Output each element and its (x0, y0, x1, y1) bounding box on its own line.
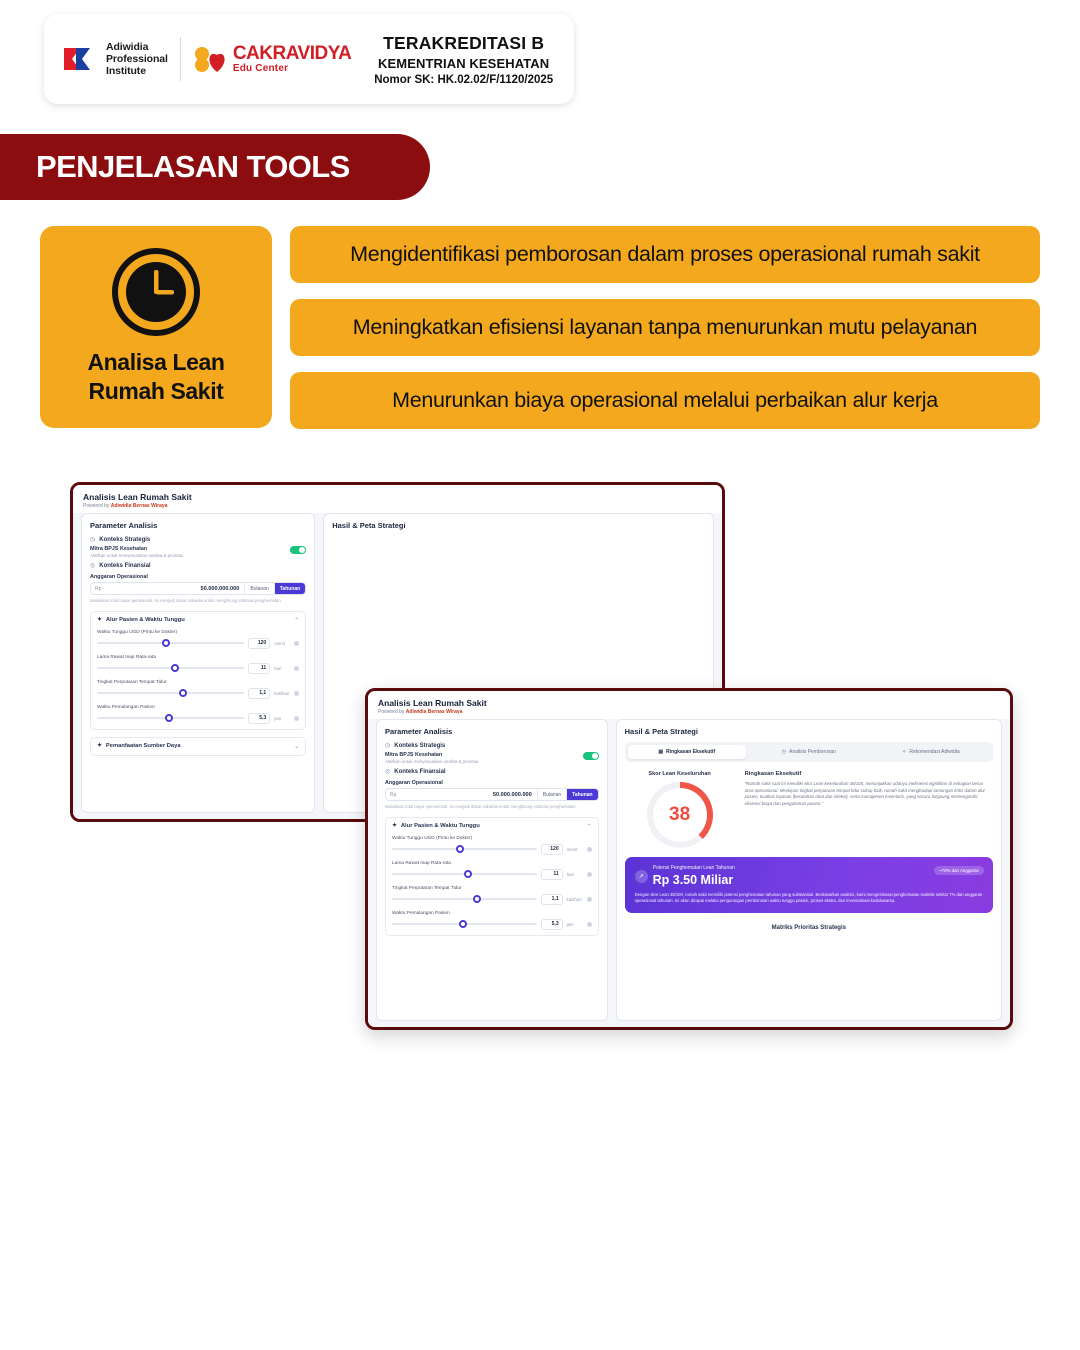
chevron-up-icon[interactable]: ⌃ (294, 617, 300, 624)
saving-card (625, 857, 993, 913)
cakravidya-mark-icon (193, 44, 227, 74)
slider-row-back-4[interactable] (97, 705, 299, 724)
flow-section-label-back: Alur Pasien & Waktu Tunggu (105, 617, 185, 624)
app-header-front (368, 691, 1010, 719)
tab-label-3: Rekomendasi Adiwidia (909, 749, 960, 755)
adiwidia-logo (62, 41, 168, 77)
strategic-context-header-front[interactable] (385, 742, 599, 749)
budget-hint-back: Masukkan total biaya operasional. Ini menjadi dasar Adiwidia untuk menghitung estimasi penghematan. (90, 598, 282, 603)
budget-value-front[interactable]: 50.000.000.000 (492, 791, 532, 798)
wallet-icon-front: ◎ (385, 769, 391, 775)
info-icon-front-2[interactable] (587, 872, 592, 877)
slider-track-back-4[interactable] (97, 717, 244, 719)
results-panel-title-front: Hasil & Peta Strategi (624, 727, 698, 736)
adiwidia-line2: Professional (106, 53, 168, 65)
strategic-context-label-back: Konteks Strategis (99, 536, 151, 543)
tab-analisis-pemborosan[interactable] (750, 745, 868, 759)
budget-value-back[interactable]: 50.000.000.000 (200, 585, 240, 592)
saving-badge: ~70% dari Anggaran (934, 866, 984, 875)
results-panel-front (616, 719, 1002, 1021)
summary-title: Ringkasan Eksekutif (744, 771, 802, 777)
tab-rekomendasi-adiwidia[interactable] (872, 745, 990, 759)
slider-track-back-1[interactable] (97, 642, 244, 644)
tool-title-line2: Rumah Sakit (88, 378, 224, 404)
page-title: PENJELASAN TOOLS (36, 149, 350, 184)
slider-track-front-1[interactable] (392, 848, 537, 850)
resource-icon: ✦ (97, 743, 102, 750)
bpjs-label-back: Mitra BPJS Kesehatan (90, 546, 148, 552)
slider-row-front-3[interactable] (392, 886, 592, 905)
logo-divider (180, 37, 181, 81)
app-title-front: Analisis Lean Rumah Sakit (378, 698, 487, 708)
score-gauge-block (625, 771, 735, 848)
results-tabs (625, 742, 993, 762)
slider-track-front-3[interactable] (392, 898, 537, 900)
parameter-panel-front (376, 719, 608, 1021)
bpjs-toggle-back[interactable] (290, 546, 306, 554)
slider-value-front-4[interactable]: 5,3 (541, 919, 563, 930)
saving-value: Rp 3.50 Miliar (652, 873, 734, 887)
score-section (625, 771, 993, 848)
slider-label-front-3: Tingkat Perputaran Tempat Tidur (392, 885, 462, 891)
saving-description: Dengan skor Lean 38/100, rumah sakit memiliki potensi penghematan tahunan yang substansial. Berdasarkan analisis, kami mengestimasi penghematan realistis sekitar 7% dari anggaran operasional tahunan. Ini akan dicapai melalui pengurangan pemborosan waktu tunggu pasien, proses ekstra, dan inventarisasi kedaluwarsa. (634, 892, 983, 904)
slider-track-back-2[interactable] (97, 667, 244, 669)
target-icon-front: ◷ (385, 743, 391, 749)
period-yearly-button-front[interactable]: Tahunan (566, 789, 597, 800)
info-icon-front-3[interactable] (587, 897, 592, 902)
slider-label-front-4: Waktu Pemulangan Pasien (392, 910, 450, 916)
flow-icon: ✦ (97, 617, 102, 624)
slider-unit-front-2: hari (566, 871, 574, 877)
benefit-item-2: Meningkatkan efisiensi layanan tanpa menurunkan mutu pelayanan (290, 299, 1040, 356)
bulb-icon: ✧ (902, 749, 907, 755)
slider-value-front-2[interactable]: 11 (541, 869, 563, 880)
tab-label-2: Analisis Pemborosan (789, 749, 836, 755)
slider-row-back-3[interactable] (97, 680, 299, 699)
tool-title (87, 348, 224, 406)
slider-label-back-2: Lama Rawat Inap Rata-rata (97, 654, 156, 660)
strategic-context-header-back[interactable] (90, 536, 306, 543)
slider-unit-front-1: menit (566, 846, 578, 852)
parameter-panel-back (81, 513, 315, 813)
tab-ringkasan-eksekutif[interactable] (628, 745, 746, 759)
adiwidia-mark-icon (62, 44, 98, 74)
clock-icon (112, 248, 200, 336)
budget-input-group-front[interactable] (385, 788, 599, 801)
results-panel-title-back: Hasil & Peta Strategi (332, 521, 406, 530)
tab-label-1: Ringkasan Eksekutif (666, 749, 715, 755)
header-badge (44, 14, 574, 104)
financial-context-label-front: Konteks Finansial (394, 768, 446, 775)
slider-track-back-3[interactable] (97, 692, 244, 694)
adiwidia-line1: Adiwidia (106, 41, 149, 53)
info-icon-front-4[interactable] (587, 922, 592, 927)
app-powered-by-front (378, 709, 1000, 715)
currency-prefix-back: Rp (91, 583, 105, 594)
chevron-up-icon-front[interactable]: ⌃ (586, 823, 592, 830)
slider-label-back-4: Waktu Pemulangan Pasien (97, 704, 155, 710)
accreditation-block (371, 33, 556, 86)
period-yearly-button-back[interactable]: Tahunan (274, 583, 305, 594)
summary-text: "Rumah sakit saat ini memiliki skor Lean keseluruhan 38/100, menunjukkan adanya inefisiensi signifikan di sebagian besar area operasional. Meskipun tingkat perputaran tempat tidur cukup baik, rumah sakit menghadapi tantangan kritis dalam alur pasien, kualitas layanan (kesalahan obat dan infeksi), serta manajemen inventaris, yang secara langsung memengaruhi efisiensi biaya dan pengalaman pasien." (744, 781, 986, 806)
slider-row-front-2[interactable] (392, 861, 592, 880)
adiwidia-line3: Institute (106, 65, 146, 77)
slider-unit-back-3: kali/hari (274, 690, 290, 696)
powered-prefix-front: Powered by (378, 709, 406, 715)
powered-prefix-back: Powered by (83, 503, 111, 509)
target-icon: ◷ (90, 537, 96, 543)
info-icon-back-3[interactable] (294, 691, 299, 696)
app-title-back: Analisis Lean Rumah Sakit (83, 492, 192, 502)
powered-brand-back: Adiwidia Bernas Wiraya (110, 503, 168, 509)
currency-prefix-front: Rp (386, 789, 400, 800)
adiwidia-name (106, 41, 168, 77)
bpjs-hint-back: Aktifkan untuk menyesuaikan analisa & prioritas. (90, 553, 185, 558)
flow-accordion-front[interactable] (385, 817, 599, 936)
slider-label-front-2: Lama Rawat Inap Rata-rata (392, 860, 451, 866)
slider-knob-front-1[interactable] (456, 845, 464, 853)
financial-context-label-back: Konteks Finansial (99, 562, 151, 569)
info-icon-front-1[interactable] (587, 847, 592, 852)
slider-knob-front-2[interactable] (464, 870, 472, 878)
slider-knob-back-4[interactable] (165, 714, 173, 722)
slider-knob-front-3[interactable] (473, 895, 481, 903)
parameter-panel-title-front: Parameter Analisis (385, 727, 453, 736)
slider-label-front-1: Waktu Tunggu UGD (Pintu ke Dokter) (392, 835, 473, 841)
chevron-down-icon-back[interactable]: ⌄ (294, 743, 300, 750)
score-title: Skor Lean Keseluruhan (648, 771, 711, 777)
accreditation-sk-number: Nomor SK: HK.02.02/F/1120/2025 (374, 73, 554, 86)
trend-up-icon: ↗ (635, 870, 648, 883)
budget-label-front: Anggaran Operasional (385, 780, 443, 786)
slider-unit-front-4: jam (566, 921, 574, 927)
cakravidya-title: CAKRAVIDYA (232, 43, 352, 64)
benefit-item-1: Mengidentifikasi pemborosan dalam proses operasional rumah sakit (290, 226, 1040, 283)
score-value: 38 (669, 804, 691, 825)
flow-accordion-back[interactable] (90, 611, 306, 730)
slider-unit-back-4: jam (274, 715, 282, 721)
parameter-panel-title-back: Parameter Analisis (90, 521, 158, 530)
slider-track-front-4[interactable] (392, 923, 537, 925)
slider-label-back-3: Tingkat Perputaran Tempat Tidur (97, 679, 167, 685)
benefit-list (290, 226, 1040, 429)
resource-accordion-back[interactable] (90, 737, 306, 756)
app-powered-by-back (83, 503, 712, 509)
powered-brand-front: Adiwidia Bernas Wiraya (405, 709, 463, 715)
accreditation-ministry: KEMENTRIAN KESEHATAN (378, 55, 550, 71)
resource-section-label-back: Pemanfaatan Sumber Daya (105, 743, 181, 750)
slider-knob-back-2[interactable] (171, 664, 179, 672)
executive-summary-block (745, 771, 993, 848)
info-icon-back-1[interactable] (294, 641, 299, 646)
slider-row-back-2[interactable] (97, 655, 299, 674)
budget-input-group-back[interactable] (90, 582, 306, 595)
score-gauge (647, 782, 713, 848)
slider-unit-back-1: menit (274, 640, 285, 646)
slider-label-back-1: Waktu Tunggu UGD (Pintu ke Dokter) (97, 629, 178, 635)
financial-context-header-front[interactable] (385, 768, 599, 775)
bpjs-hint-front: Aktifkan untuk menyesuaikan analisa & prioritas. (385, 759, 480, 764)
slider-value-back-3[interactable]: 1,1 (248, 688, 270, 699)
matrix-title: Matriks Prioritas Strategis (771, 924, 846, 931)
app-header-back (73, 485, 722, 513)
cakravidya-logo (193, 44, 352, 74)
slider-row-front-1[interactable] (392, 836, 592, 855)
flow-accordion-head-back[interactable] (97, 617, 299, 624)
slider-knob-back-3[interactable] (179, 689, 187, 697)
period-monthly-button-front[interactable]: Bulanan (537, 789, 566, 800)
saving-label: Potensi Penghematan Lean Tahunan (652, 865, 735, 871)
wallet-icon: ◎ (90, 563, 96, 569)
slider-knob-front-4[interactable] (459, 920, 467, 928)
bpjs-toggle-row-front[interactable] (385, 752, 599, 764)
doc-icon: ▤ (658, 749, 664, 755)
bpjs-label-front: Mitra BPJS Kesehatan (385, 752, 443, 758)
bpjs-toggle-row-back[interactable] (90, 546, 306, 558)
page-title-ribbon (0, 134, 430, 200)
benefit-item-3: Menurunkan biaya operasional melalui perbaikan alur kerja (290, 372, 1040, 429)
slider-value-back-2[interactable]: 11 (248, 663, 270, 674)
slider-row-back-1[interactable] (97, 630, 299, 649)
slider-track-front-2[interactable] (392, 873, 537, 875)
budget-label-back: Anggaran Operasional (90, 574, 148, 580)
chart-icon: ◷ (781, 749, 786, 755)
slider-unit-front-3: kali/hari (566, 896, 582, 902)
info-icon-back-2[interactable] (294, 666, 299, 671)
period-monthly-button-back[interactable]: Bulanan (244, 583, 273, 594)
slider-value-back-1[interactable]: 120 (248, 638, 270, 649)
slider-value-front-3[interactable]: 1,1 (541, 894, 563, 905)
tool-title-line1: Analisa Lean (87, 349, 225, 376)
slider-value-front-1[interactable]: 120 (541, 844, 563, 855)
cakravidya-subtitle: Edu Center (232, 63, 289, 74)
slider-knob-back-1[interactable] (162, 639, 170, 647)
flow-icon-front: ✦ (392, 823, 397, 830)
tool-card (40, 226, 272, 428)
budget-hint-front: Masukkan total biaya operasional. Ini menjadi dasar Adiwidia untuk menghitung estimasi penghematan. (385, 804, 577, 809)
flow-section-label-front: Alur Pasien & Waktu Tunggu (400, 823, 480, 830)
slider-unit-back-2: hari (274, 665, 282, 671)
bpjs-toggle-front[interactable] (583, 752, 599, 760)
slider-row-front-4[interactable] (392, 911, 592, 930)
app-screenshot-front (365, 688, 1013, 1030)
app-body-front (368, 719, 1010, 1029)
financial-context-header-back[interactable] (90, 562, 306, 569)
slider-value-back-4[interactable]: 5,3 (248, 713, 270, 724)
info-icon-back-4[interactable] (294, 716, 299, 721)
accreditation-status: TERAKREDITASI B (383, 32, 545, 53)
strategic-context-label-front: Konteks Strategis (394, 742, 446, 749)
